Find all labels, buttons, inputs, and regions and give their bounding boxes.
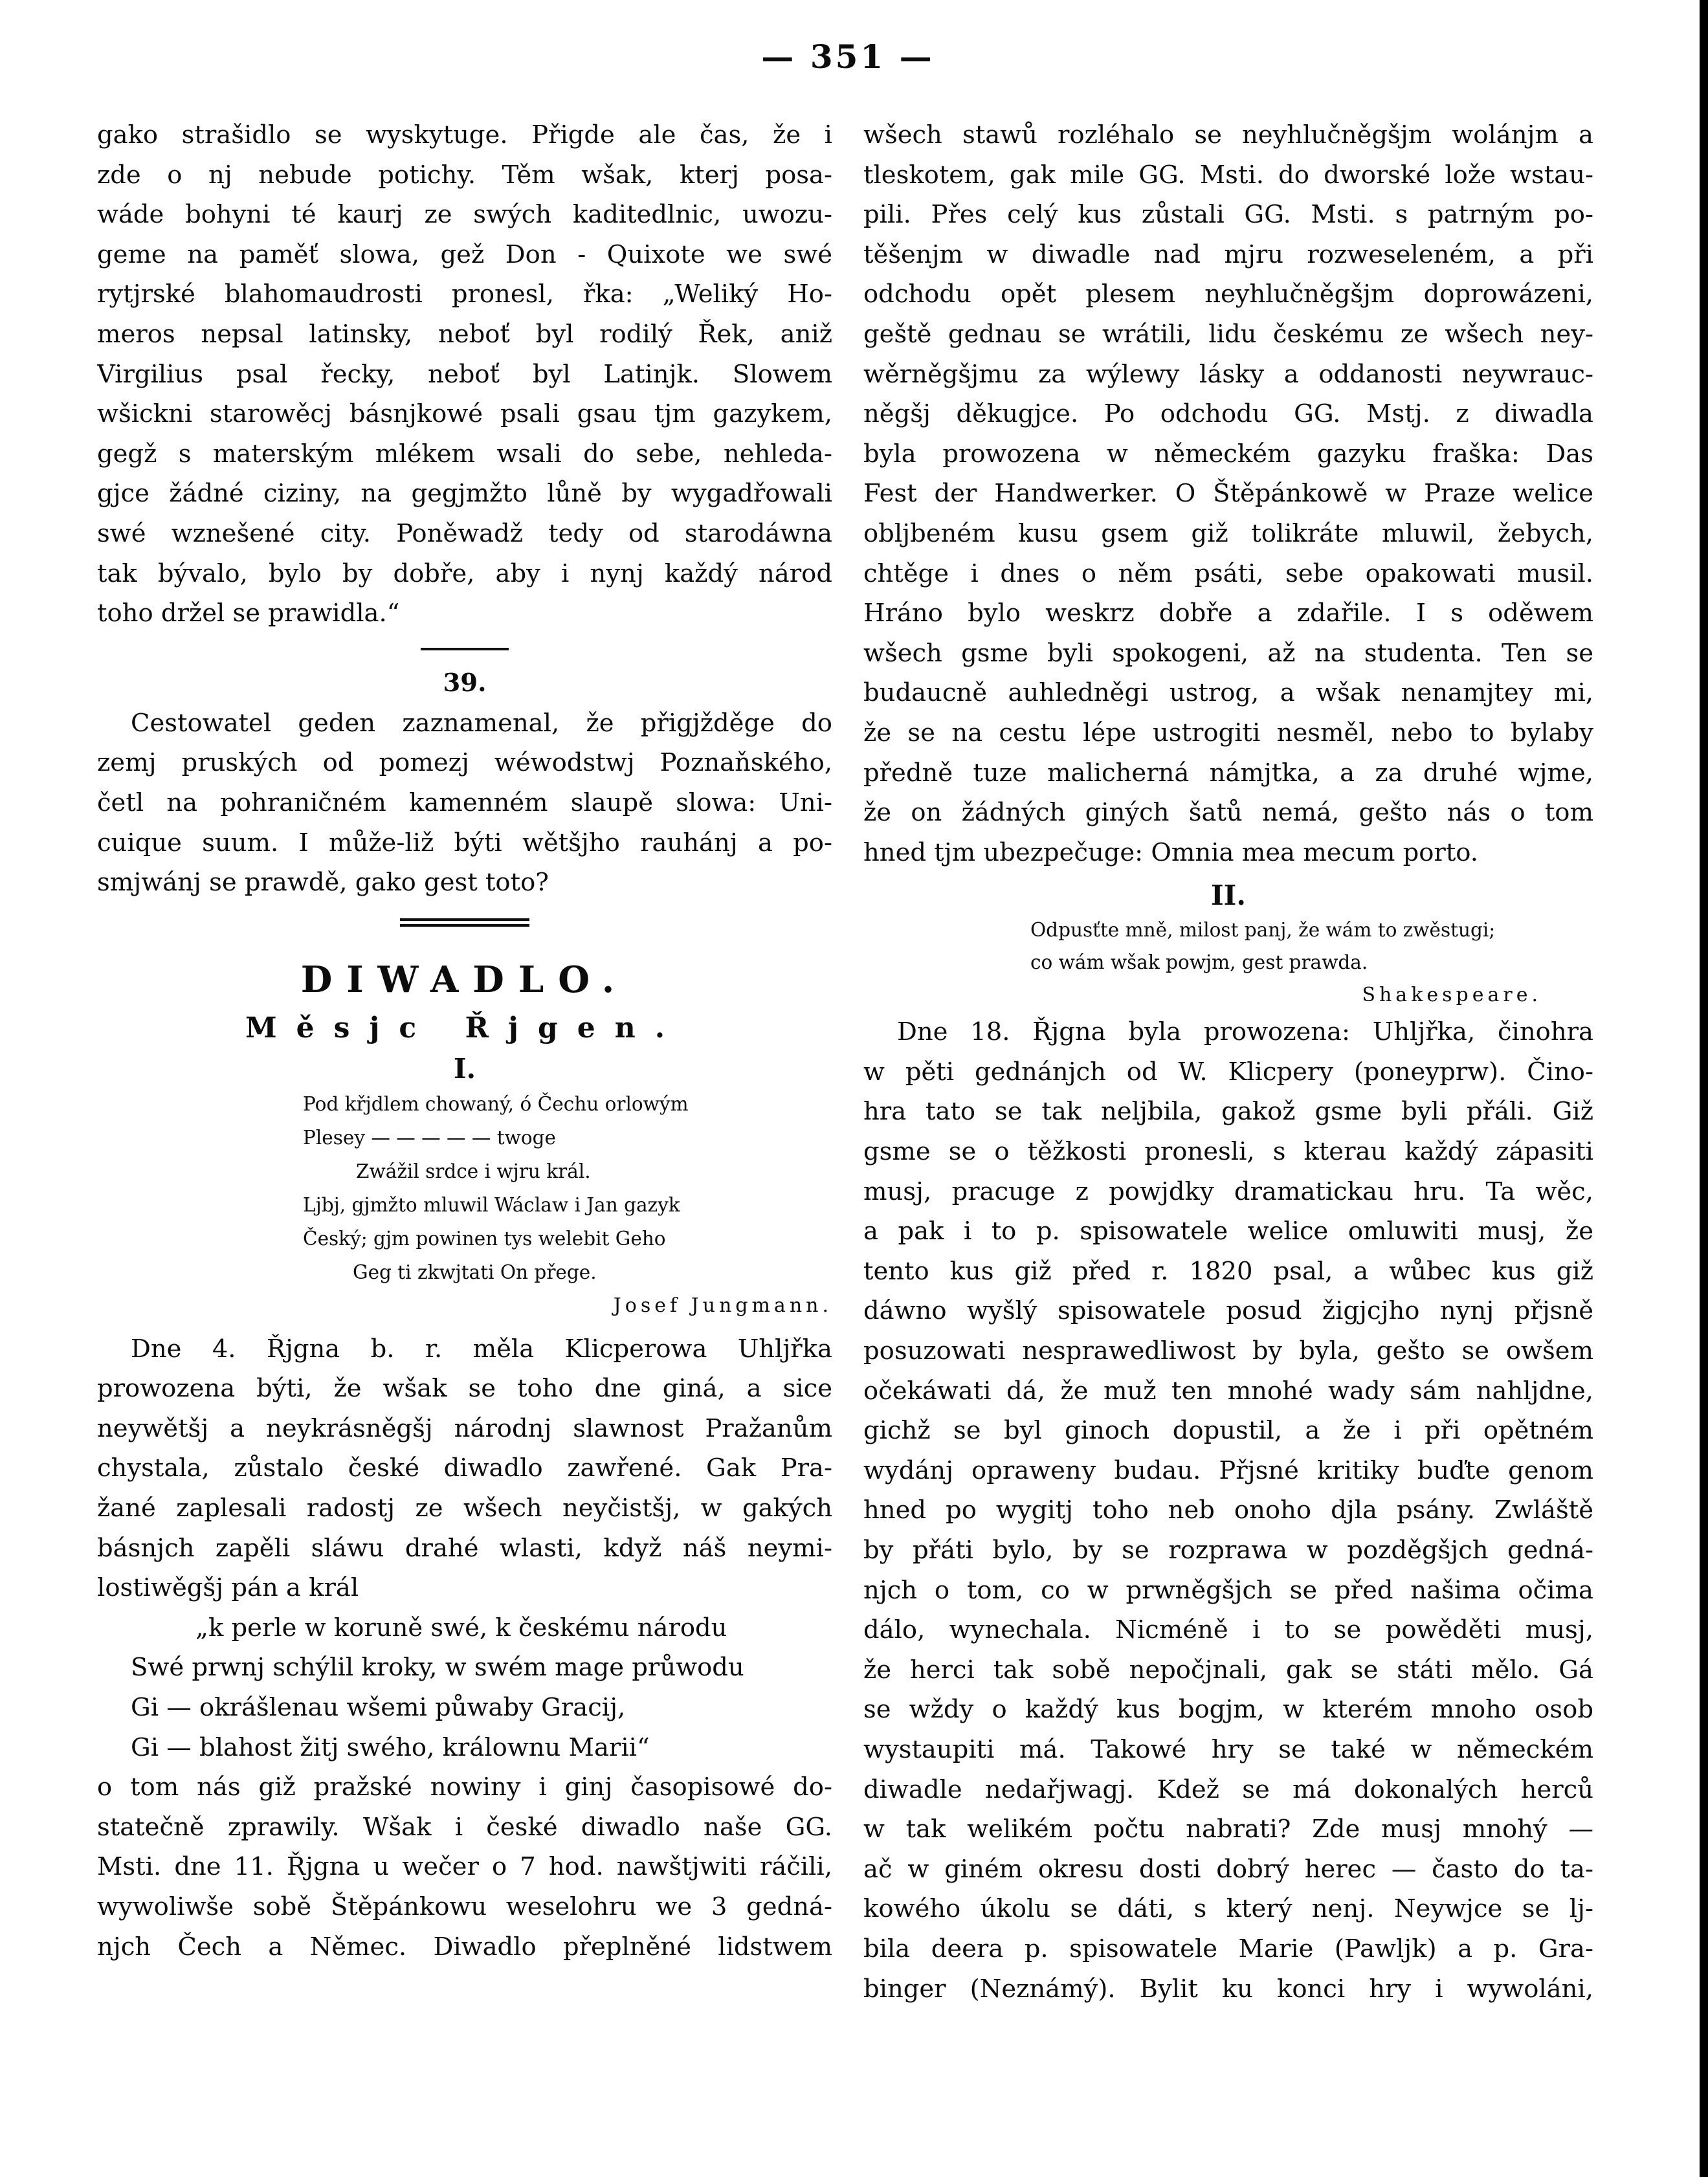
section-number: 39. xyxy=(443,668,487,698)
text-line: něgšj děkugjce. Po odchodu GG. Mstj. z diwadla xyxy=(863,399,1593,429)
verse-block xyxy=(97,1608,832,1767)
text-line: Virgilius psal řecky, neboť byl Latinjk. Slowem xyxy=(97,359,832,389)
motto2-block xyxy=(863,914,1593,1012)
text-line: a pak i to p. spisowatele welice omluwiti musj, že xyxy=(863,1217,1593,1246)
motto-author: Shakespeare. xyxy=(1362,984,1542,1007)
text-line: žané zaplesali radostj ze wšech neyčistšj, w gakých xyxy=(97,1494,832,1523)
text-line: w tak welikém počtu nabrati? Zde musj mnohý — xyxy=(863,1815,1593,1844)
text-line: hned tjm ubezpečuge: Omnia mea mecum porto. xyxy=(863,837,1479,867)
text-line: gegž s materským mlékem wsali do sebe, nehleda- xyxy=(97,439,832,469)
text-line: tak bývalo, bylo by dobře, aby i nynj každý národ xyxy=(97,558,832,588)
double-divider xyxy=(400,918,529,927)
text-line: by přáti bylo, by se rozprawa w pozděgšjch gedná- xyxy=(863,1536,1593,1565)
text-line: rytjrské blahomaudrosti pronesl, řka: „Weliký Ho- xyxy=(97,280,832,309)
part-numeral: II. xyxy=(1211,879,1246,912)
text-line: byla prowozena w německém gazyku fraška: Das xyxy=(863,439,1593,469)
motto-line: co wám wšak powjm, gest prawda. xyxy=(1030,951,1368,974)
motto-line: Plesey — — — — — twoge xyxy=(303,1126,556,1149)
text-line: Msti. dne 11. Řjgna u wečer o 7 hod. nawštjwiti ráčili, xyxy=(97,1852,832,1882)
text-line: Dne 4. Řjgna b. r. měla Klicperowa Uhljřka xyxy=(131,1334,832,1364)
text-line: neywětšj a neykrásněgšj národnj slawnost Pražanům xyxy=(97,1413,832,1443)
text-line: geště gednau se wrátili, lidu českému ze wšech ney- xyxy=(863,319,1593,349)
verse-line: Swé prwnj schýlil kroky, w swém mage průwodu xyxy=(131,1653,744,1683)
motto-line: Český; gjm powinen tys welebit Geho xyxy=(303,1227,666,1250)
text-line: musj, pracuge z powjdky dramatickau hru. Ta wěc, xyxy=(863,1177,1593,1206)
after-verse-paragraph xyxy=(97,1767,832,1967)
text-line: že herci tak sobě nepočjnali, gak se státi mělo. Gá xyxy=(863,1655,1593,1685)
text-line: zemj pruských od pomezj wéwodstwj Poznaňského, xyxy=(97,748,832,778)
text-line: ač w giném okresu dosti dobrý herec — často do ta- xyxy=(863,1854,1593,1884)
text-line: se wždy o každý kus bogjm, w kterém mnoho osob xyxy=(863,1695,1593,1725)
text-line: gichž se byl ginoch dopustil, a že i při opětném xyxy=(863,1416,1593,1446)
text-line: očekáwati dá, že muž ten mnohé wady sám nahljdne, xyxy=(863,1376,1593,1406)
text-line: lostiwěgšj pán a král xyxy=(97,1573,359,1603)
text-line: gjce žádné ciziny, na gegjmžto lůně by wygadřowali xyxy=(97,479,832,509)
text-line: chystala, zůstalo české diwadlo zawřené. Gak Pra- xyxy=(97,1453,832,1483)
text-line: meros nepsal latinsky, neboť byl rodilý Řek, aniž xyxy=(97,319,832,349)
text-line: tento kus giž před r. 1820 psal, a wůbec kus giž xyxy=(863,1256,1593,1286)
text-line: geme na paměť slowa, gež Don - Quixote we swé xyxy=(97,239,832,269)
text-line: statečně zprawily. Wšak i české diwadlo naše GG. xyxy=(97,1812,832,1842)
page-number: — 351 — xyxy=(761,38,935,76)
text-line: Cestowatel geden zaznamenal, že přigjžděge do xyxy=(131,708,832,738)
text-line: budaucně auhledněgi ustrog, a wšak nenamjtey mi, xyxy=(863,678,1593,708)
text-line: že on žádných giných šatů nemá, gešto nás o tom xyxy=(863,798,1593,828)
text-line: hned po wygitj toho neb onoho djla psány. Zwláště xyxy=(863,1496,1593,1525)
text-line: wšech stawů rozléhalo se neyhlučněgšjm wolánjm a xyxy=(863,120,1593,149)
text-line: wšech gsme byli spokogeni, až na studenta. Ten se xyxy=(863,638,1593,668)
review-paragraph xyxy=(863,1012,1593,2009)
motto-author: Josef Jungmann. xyxy=(613,1294,832,1317)
text-line: toho držel se prawidla.“ xyxy=(97,599,400,628)
text-line: Fest der Handwerker. O Štěpánkowě w Praze welice xyxy=(863,479,1593,509)
motto-line: Odpusťte mně, milost panj, že wám to zwěstugi; xyxy=(1030,919,1496,942)
text-line: prowozena býti, že wšak se toho dne giná, a sice xyxy=(97,1374,832,1404)
text-line: pili. Přes celý kus zůstali GG. Msti. s patrným po- xyxy=(863,200,1593,230)
text-line: gako strašidlo se wyskytuge. Přigde ale čas, že i xyxy=(97,120,832,149)
text-line: njch Čech a Němec. Diwadlo přeplněné lidstwem xyxy=(97,1932,832,1962)
text-line: njch o tom, co w prwněgšjch se před našima očima xyxy=(863,1575,1593,1605)
text-line: wěrněgšjmu za wýlewy lásky a oddanosti neywrauc- xyxy=(863,359,1593,389)
motto-line: Geg ti zkwjtati On přege. xyxy=(353,1261,597,1283)
motto-line: Zwážil srdce i wjru král. xyxy=(356,1160,591,1182)
text-line: cuique suum. I může-liž býti wětšjho rauhánj a po- xyxy=(97,828,832,857)
text-line: binger (Neznámý). Bylit ku konci hry i wywoláni, xyxy=(863,1974,1593,2004)
text-line: w pěti gednánjch od W. Klicpery (poneyprw). Čino- xyxy=(863,1057,1593,1087)
text-line: básnjch zapěli sláwu drahé wlasti, když náš neymi- xyxy=(97,1533,832,1563)
text-line: těšenjm w diwadle nad mjru rozweseleném, a při xyxy=(863,239,1593,269)
continuation-paragraph xyxy=(863,115,1593,872)
text-line: gsme se o těžkosti pronesli, s kterau každý zápasiti xyxy=(863,1137,1593,1167)
text-line: dálo, wynechala. Nicméně i to se powěděti musj, xyxy=(863,1615,1593,1645)
motto-line: Ljbj, gjmžto mluwil Wáclaw i Jan gazyk xyxy=(303,1193,680,1216)
text-line: hra tato se tak neljbila, gakož gsme byli přáli. Giž xyxy=(863,1097,1593,1127)
text-line: wydánj oprawenу budau. Přjsné kritiky buďte genom xyxy=(863,1455,1593,1485)
text-line: swé wznešené city. Poněwadž tedy od starodáwna xyxy=(97,518,832,548)
left-column xyxy=(97,115,832,1967)
intro-paragraph xyxy=(97,115,832,634)
section-divider xyxy=(421,648,509,650)
text-line: že se na cestu lépe ustrogiti nesměl, nebo to bylaby xyxy=(863,718,1593,747)
motto-line: Pod křjdlem chowaný, ó Čechu orlowým xyxy=(303,1092,689,1115)
text-line: o tom nás giž pražské nowiny i ginj časopisowé do- xyxy=(97,1773,832,1802)
text-line: tleskotem, gak mile GG. Msti. do dworské lože wstau- xyxy=(863,160,1593,190)
theatre-heading: DIWADLO. xyxy=(300,958,629,1001)
text-line: dáwno wyšlý spisowatele posud žigjcjho nynj přjsně xyxy=(863,1296,1593,1326)
text-line: odchodu opět plesem neyhlučněgšjm doprowázeni, xyxy=(863,280,1593,309)
text-line: diwadle nedařjwagj. Kdež se má dokonalých herců xyxy=(863,1774,1593,1804)
text-line: chtěge i dnes o něm psáti, sebe opakowati musil. xyxy=(863,558,1593,588)
text-line: Dne 18. Řjgna byla prowozena: Uhljřka, činohra xyxy=(897,1017,1593,1047)
text-line: wywoliwše sobě Štěpánkowu weselohru we 3 gedná- xyxy=(97,1892,832,1921)
text-line: bila deera p. spisowatele Marie (Pawljk) a p. Gra- xyxy=(863,1934,1593,1963)
text-line: Hráno bylo weskrz dobře a zdařile. I s oděwem xyxy=(863,599,1593,628)
text-line: obljbeném kusu gsem giž tolikráte mluwil, žebych, xyxy=(863,518,1593,548)
verse-line: Gi — okrášlenau wšemi půwaby Gracij, xyxy=(131,1693,626,1723)
text-line: wáde bohyni té kaurj ze swých kaditedlnic, uwozu- xyxy=(97,200,832,230)
motto-block xyxy=(97,1087,832,1323)
part-numeral: I. xyxy=(453,1052,476,1085)
text-line: wystaupiti má. Takowé hry se také w německém xyxy=(863,1734,1593,1764)
text-line: četl na pohraničném kamenném slaupě slowa: Uni- xyxy=(97,788,832,817)
verse-line: „k perle w koruně swé, k českému národu xyxy=(195,1613,727,1642)
verse-line: Gi — blahost žitj swého, králownu Marii“ xyxy=(131,1732,650,1762)
right-column xyxy=(863,115,1593,2009)
text-line: posuzowati nesprawedliwost by byla, gešto se owšem xyxy=(863,1336,1593,1366)
text-line: smjwánj se prawdě, gako gest toto? xyxy=(97,868,549,898)
text-line: kowého úkolu se dáti, s který nenj. Neywjce se lj- xyxy=(863,1894,1593,1924)
main-paragraph xyxy=(97,1329,832,1608)
text-line: wšickni starowěcj básnjkowé psali gsau tjm gazykem, xyxy=(97,399,832,429)
text-line: zde o nj nebude potichy. Těm wšak, kterj posa- xyxy=(97,160,832,190)
text-line: předně tuze malicherná námjtka, a za druhé wjme, xyxy=(863,758,1593,788)
month-heading: Měsjc Řjgen. xyxy=(245,1011,685,1044)
section-39-paragraph xyxy=(97,703,832,903)
